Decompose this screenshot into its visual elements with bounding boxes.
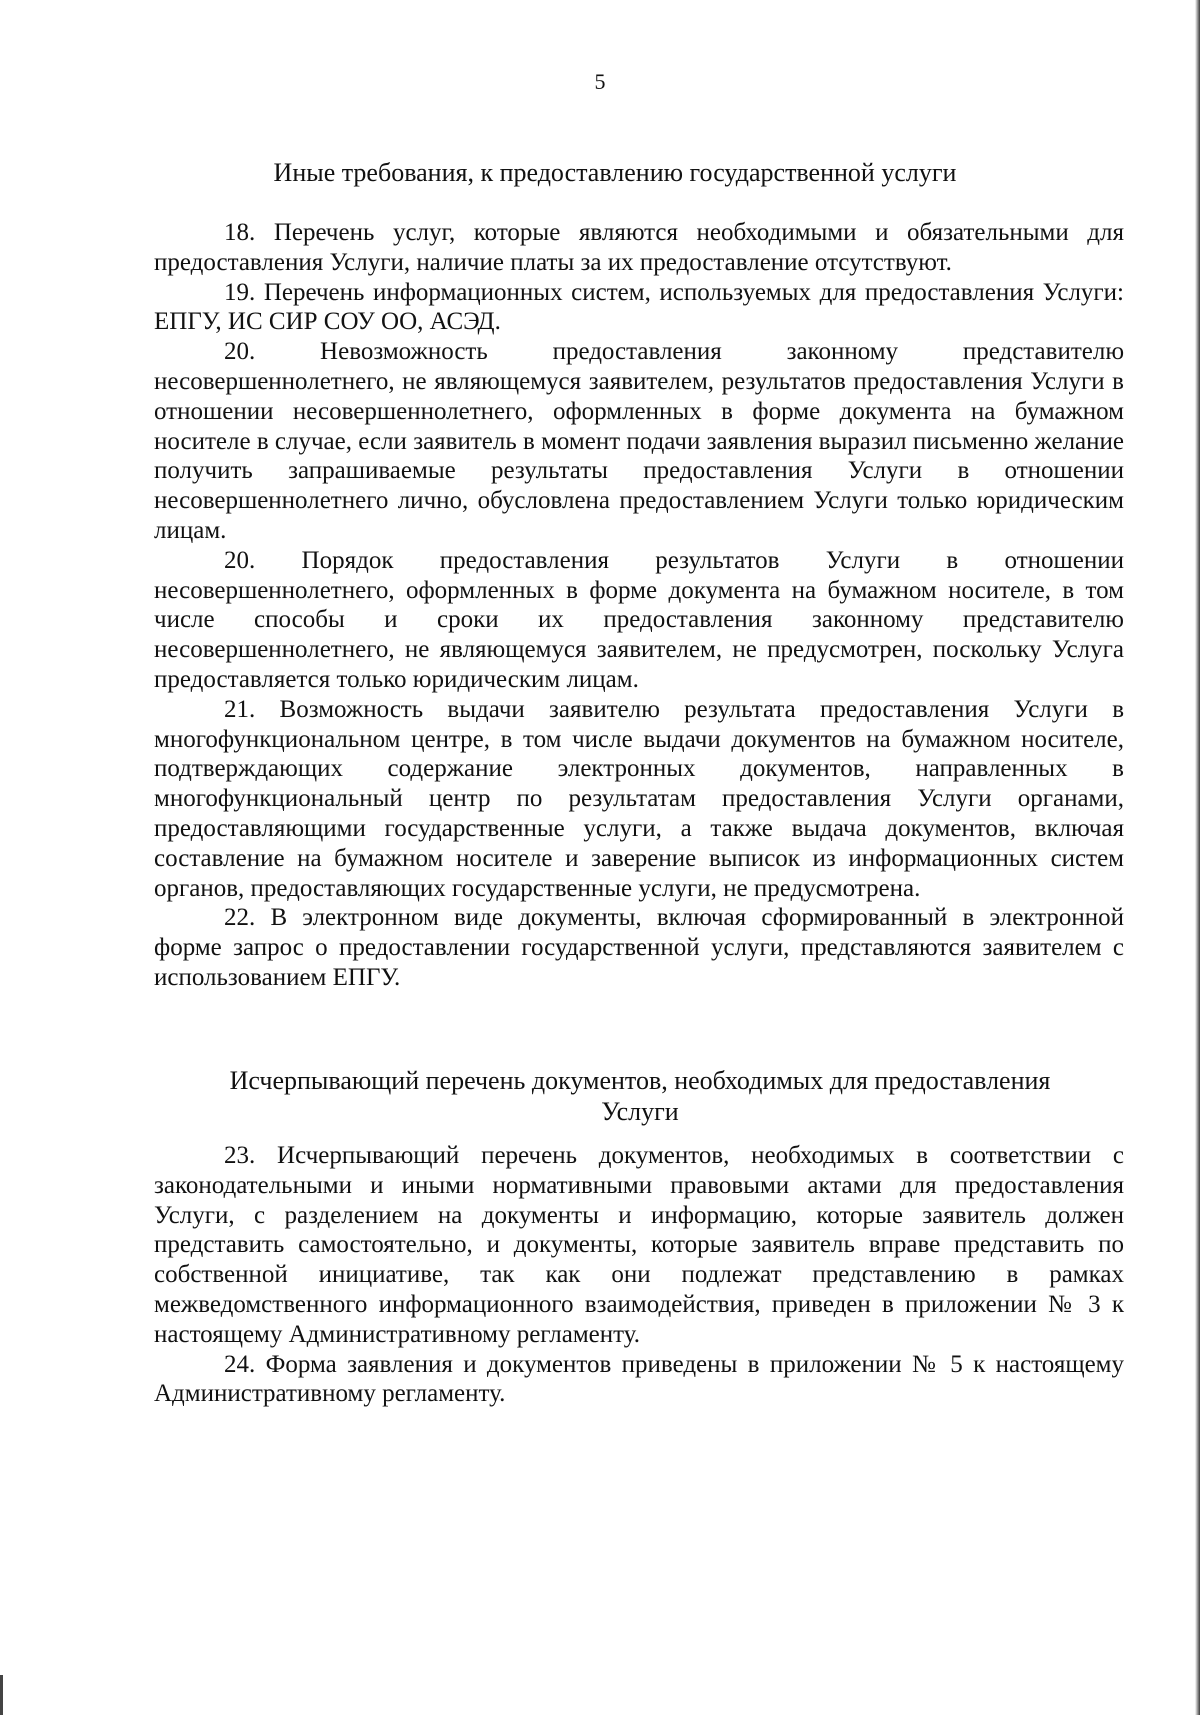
- section-body-other-requirements: [154, 218, 1124, 993]
- paragraph-23: 23. Исчерпывающий перечень документов, необходимых в соответствии с законодательными и иными нормативными правовыми актами для предоставления Услуги, с разделением на документы и информацию, которые заявитель должен представить самостоятельно, и документы, которые заявитель вправе представить по собственной инициативе, так как они подлежат представлению в рамках межведомственного информационного взаимодействия, приведен в приложении № 3 к настоящему Административному регламенту.: [154, 1142, 1124, 1348]
- section-title-documents-list: Исчерпывающий перечень документов, необходимых для предоставления Услуги: [229, 1066, 1051, 1126]
- paragraph-20-procedure: 20. Порядок предоставления результатов Услуги в отношении несовершеннолетнего, оформленных в форме документа на бумажном носителе, в том числе способы и сроки их предоставления законному представителю несовершеннолетнего, не являющемуся заявителем, не предусмотрен, поскольку Услуга предоставляется только юридическим лицам.: [154, 546, 1124, 693]
- section-body-documents-list: [154, 1141, 1124, 1409]
- scan-edge-shadow: [1195, 0, 1200, 1715]
- paragraph-20-impossibility: 20. Невозможность предоставления законному представителю несовершеннолетнего, не являющемуся заявителем, результатов предоставления Услуги в отношении несовершеннолетнего, оформленных в форме документа на бумажном носителе в случае, если заявитель в момент подачи заявления выразил письменно желание получить запрашиваемые результаты предоставления Услуги в отношении несовершеннолетнего лично, обусловлена предоставлением Услуги только юридическим лицам.: [154, 338, 1124, 544]
- paragraph-21: 21. Возможность выдачи заявителю результата предоставления Услуги в многофункциональном центре, в том числе выдачи документов на бумажном носителе, подтверждающих содержание электронных документов, направленных в многофункциональный центр по результатам предоставления Услуги органами, предоставляющими государственные услуги, а также выдача документов, включая составление на бумажном носителе и заверение выписок из информационных систем органов, предоставляющих государственные услуги, не предусмотрена.: [154, 695, 1124, 902]
- paragraph-22: 22. В электронном виде документы, включая сформированный в электронной форме запрос о предоставлении государственной услуги, представляются заявителем с использованием ЕПГУ.: [154, 904, 1124, 991]
- section-title-other-requirements: Иные требования, к предоставлению государственной услуги: [273, 158, 957, 187]
- paragraph-24: 24. Форма заявления и документов приведены в приложении № 5 к настоящему Административному регламенту.: [154, 1350, 1124, 1408]
- paragraph-18: 18. Перечень услуг, которые являются необходимыми и обязательными для предоставления Услуги, наличие платы за их предоставление отсутствуют.: [154, 219, 1124, 276]
- scan-corner-mark: [0, 1675, 3, 1715]
- paragraph-19: 19. Перечень информационных систем, используемых для предоставления Услуги: ЕПГУ, ИС СИР СОУ ОО, АСЭД.: [154, 278, 1124, 336]
- page-number: 5: [594, 69, 606, 94]
